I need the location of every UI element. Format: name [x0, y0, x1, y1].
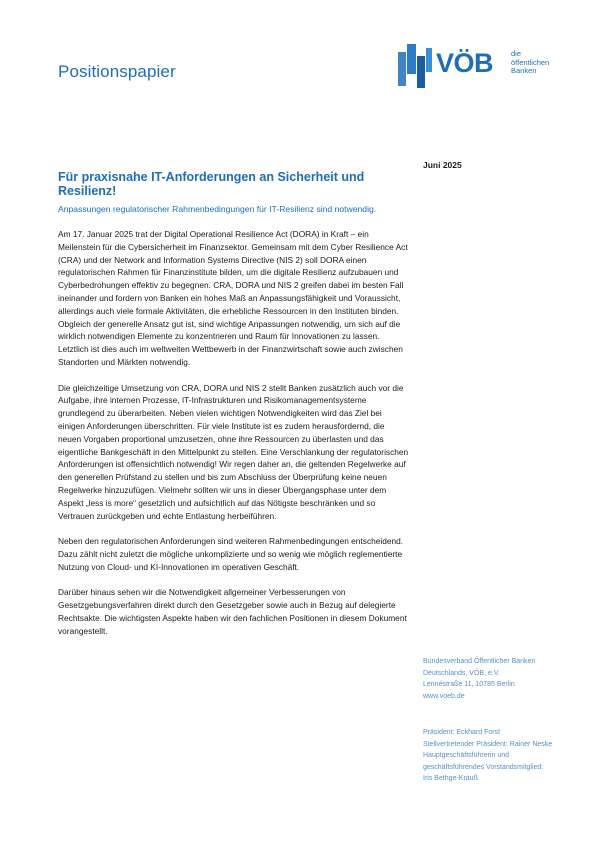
- logo-bar: [417, 56, 425, 88]
- logo-bar: [398, 52, 406, 86]
- body-text: [58, 228, 410, 650]
- logo-tagline-line: öffentlichen: [511, 57, 550, 67]
- sidebar-people: [423, 727, 573, 785]
- logo-bar: [407, 44, 416, 74]
- body-paragraph: Am 17. Januar 2025 trat der Digital Operational Resilience Act (DORA) in Kraft – ein Meilenstein für die Cybersicherheit im Finanzsektor. Gemeinsam mit dem Cyber Resilience Act (CRA) und der Network and Information Systems Directive (NIS 2) soll DORA einen regulatorischen Rahmen für Finanzinstitute bilden, um die digitale Resilienz aufzubauen und Cyberbedrohungen effektiv zu begegnen. CRA, DORA und NIS 2 greifen dabei im besten Fall ineinander und fordern von Banken ein hohes Maß an Anpassungsfähigkeit und Voraussicht, allerdings auch viele formale Aktivitäten, die erhebliche Ressourcen in den Instituten binden. Obgleich der generelle Ansatz gut ist, sind wichtige Anpassungen notwendig, um sich auf die wirklich notwendigen Elemente zu konzentrieren und Raum für Innovationen zu lassen. Letztlich ist dies auch im weltweiten Wettbewerb in der Finanzwirtschaft sowie auch zwischen Standorten und Märkten notwendig.: [58, 229, 408, 367]
- logo-bar: [426, 48, 432, 72]
- logo-tagline-line: die: [511, 49, 522, 58]
- sidebar-address: [423, 656, 573, 702]
- logo-tagline: [511, 50, 549, 76]
- address-line: Lennéstraße 11, 10785 Berlin: [423, 681, 515, 689]
- people-line: geschäftsführendes Vorstandsmitglied:: [423, 763, 544, 771]
- voeb-logo: [398, 44, 548, 92]
- website-link[interactable]: www.voeb.de: [423, 692, 465, 700]
- address-line: Bundesverband Öffentlicher Banken: [423, 658, 536, 665]
- publication-date: Juni 2025: [423, 160, 462, 170]
- document-type: Positionspapier: [58, 62, 176, 81]
- people-line: Iris Bethge-Krauß: [423, 775, 478, 783]
- address-line: Deutschlands, VÖB, e.V.: [423, 669, 500, 677]
- body-paragraph: Darüber hinaus sehen wir die Notwendigkeit allgemeiner Verbesserungen von Gesetzgebungsverfahren direkt durch den Gesetzgeber sowie auch in Bezug auf delegierte Rechtsakte. Die wichtigsten Aspekte haben wir den fachlichen Positionen in diesem Dokument vorangestellt.: [58, 587, 407, 636]
- body-paragraph: Die gleichzeitige Umsetzung von CRA, DORA und NIS 2 stellt Banken zusätzlich auch vor die Aufgabe, ihre internen Prozesse, IT-Infrastrukturen und Risikomanagementsysteme grundlegend zu überarbeiten. Neben vielen wichtigen Notwendigkeiten wird das Ziel bei einigen Anforderungen überschritten. Für viele Institute ist es zudem herausfordernd, die neuen Vorgaben proportional umzusetzen, ohne ihre Ressourcen zu überlasten und das eigentliche Bankgeschäft in den Mittelpunkt zu stellen. Eine Verschlankung der regulatorischen Anforderungen ist offensichtlich notwendig! Wir regen daher an, die geltenden Regelwerke auf den generellen Prüfstand zu stellen und bis zum Abschluss der Überprüfung keine neuen Regelwerke hinzuzufügen. Vielmehr sollten wir uns in dieser Übergangsphase unter dem Aspekt „less is more“ gesetzlich und aufsichtlich auf das Nötigste beschränken und so Vertrauen zurückgeben und echte Entlastung herbeiführen.: [58, 382, 409, 521]
- people-line: Hauptgeschäftsführerin und: [423, 752, 509, 760]
- document-subtitle: Anpassungen regulatorischer Rahmenbedingungen für IT-Resilienz sind notwendig.: [58, 204, 377, 214]
- logo-wordmark: VÖB: [436, 48, 494, 78]
- body-paragraph: Neben den regulatorischen Anforderungen sind weiteren Rahmenbedingungen entscheidend. Dazu zählt nicht zuletzt die mögliche unkomplizierte und so wenig wie möglich reglementierte Nutzung von Cloud- und KI-Innovationen im operativen Geschäft.: [58, 536, 404, 572]
- document-title: Für praxisnahe IT-Anforderungen an Sicherheit und Resilienz!: [58, 170, 365, 198]
- people-line: Präsident: Eckhard Forst: [423, 729, 501, 736]
- people-line: Stellvertretender Präsident: Rainer Neske: [423, 740, 553, 748]
- logo-tagline-line: Banken: [511, 66, 537, 75]
